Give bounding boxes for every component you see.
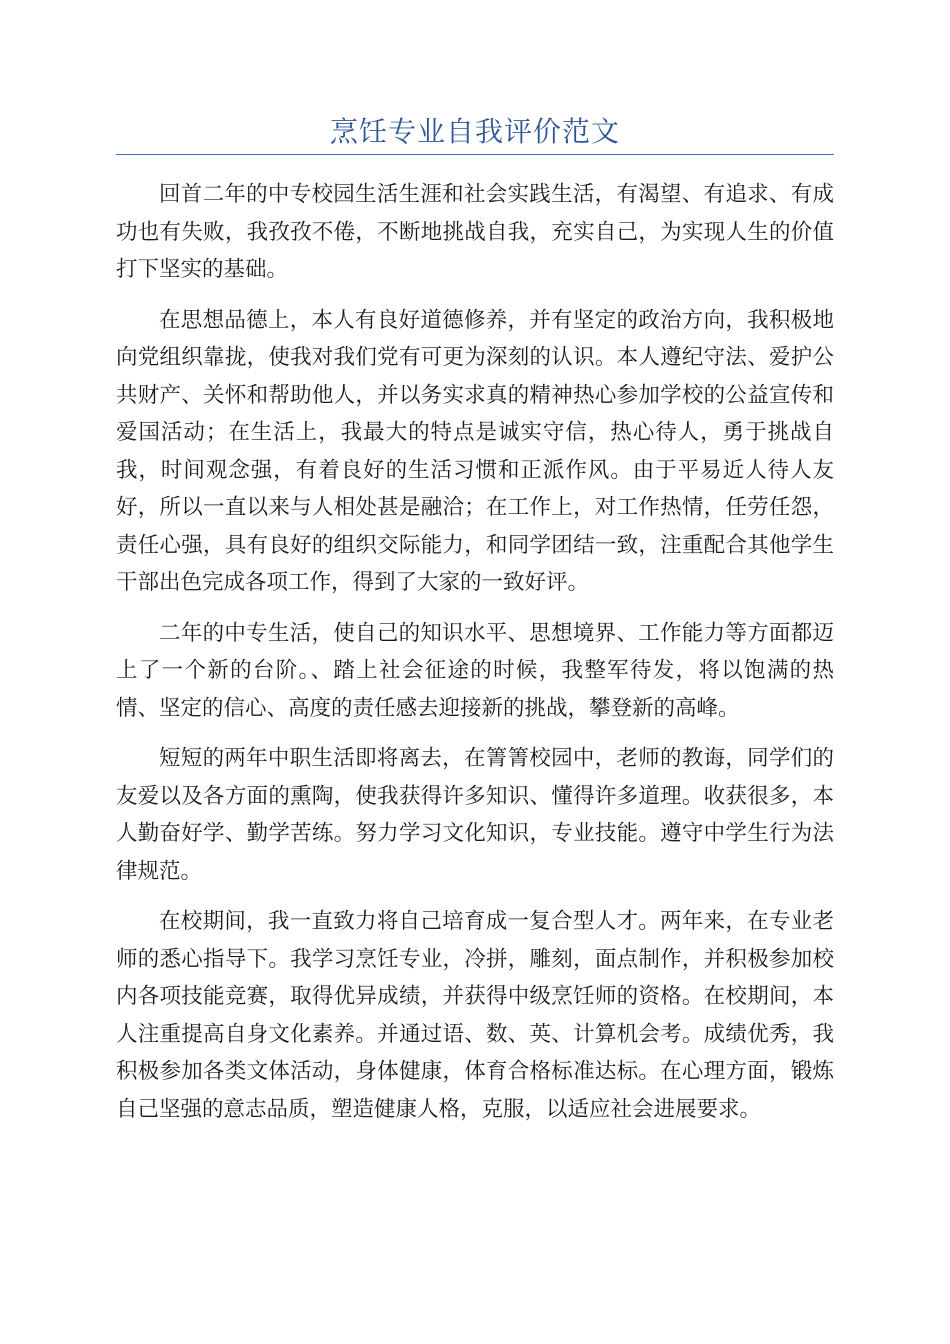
paragraph-school-period: 在校期间，我一直致力将自己培育成一复合型人才。两年来，在专业老师的悉心指导下。我学习烹饪专业，冷拼，雕刻，面点制作，并积极参加校内各项技能竞赛，取得优异成绩，并获得中级烹饪师的资格。在校期间，本人注重提高自身文化素养。并通过语、数、英、计算机会考。成绩优秀，我积极参加各类文体活动，身体健康，体育合格标准达标。在心理方面，锻炼自己坚强的意志品质，塑造健康人格，克服，以适应社会进展要求。 bbox=[116, 909, 834, 1122]
paragraph-growth: 二年的中专生活，使自己的知识水平、思想境界、工作能力等方面都迈上了一个新的台阶。、踏上社会征途的时候，我整军待发，将以饱满的热情、坚定的信心、高度的责任感去迎接新的挑战，攀登新的高峰。 bbox=[116, 620, 834, 721]
paragraph-morality: 在思想品德上，本人有良好道德修养，并有坚定的政治方向，我积极地向党组织靠拢，使我对我们党有可更为深刻的认识。本人遵纪守法、爱护公共财产、关怀和帮助他人，并以务实求真的精神热心参加学校的公益宣传和爱国活动；在生活上，我最大的特点是诚实守信，热心待人，勇于挑战自我，时间观念强，有着良好的生活习惯和正派作风。由于平易近人待人友好，所以一直以来与人相处甚是融洽；在工作上，对工作热情，任劳任怨，责任心强，具有良好的组织交际能力，和同学团结一致，注重配合其他学生干部出色完成各项工作，得到了大家的一致好评。 bbox=[116, 307, 834, 595]
title-underline bbox=[116, 154, 834, 155]
paragraph-campus-life: 短短的两年中职生活即将离去，在箐箐校园中，老师的教诲，同学们的友爱以及各方面的熏陶，使我获得许多知识、懂得许多道理。收获很多，本人勤奋好学、勤学苦练。努力学习文化知识，专业技能。遵守中学生行为法律规范。 bbox=[116, 746, 834, 884]
document-body bbox=[116, 176, 834, 1141]
paragraph-intro: 回首二年的中专校园生活生涯和社会实践生活，有渴望、有追求、有成功也有失败，我孜孜不倦，不断地挑战自我，充实自己，为实现人生的价值打下坚实的基础。 bbox=[116, 182, 834, 282]
document-title: 烹饪专业自我评价范文 bbox=[329, 115, 620, 148]
